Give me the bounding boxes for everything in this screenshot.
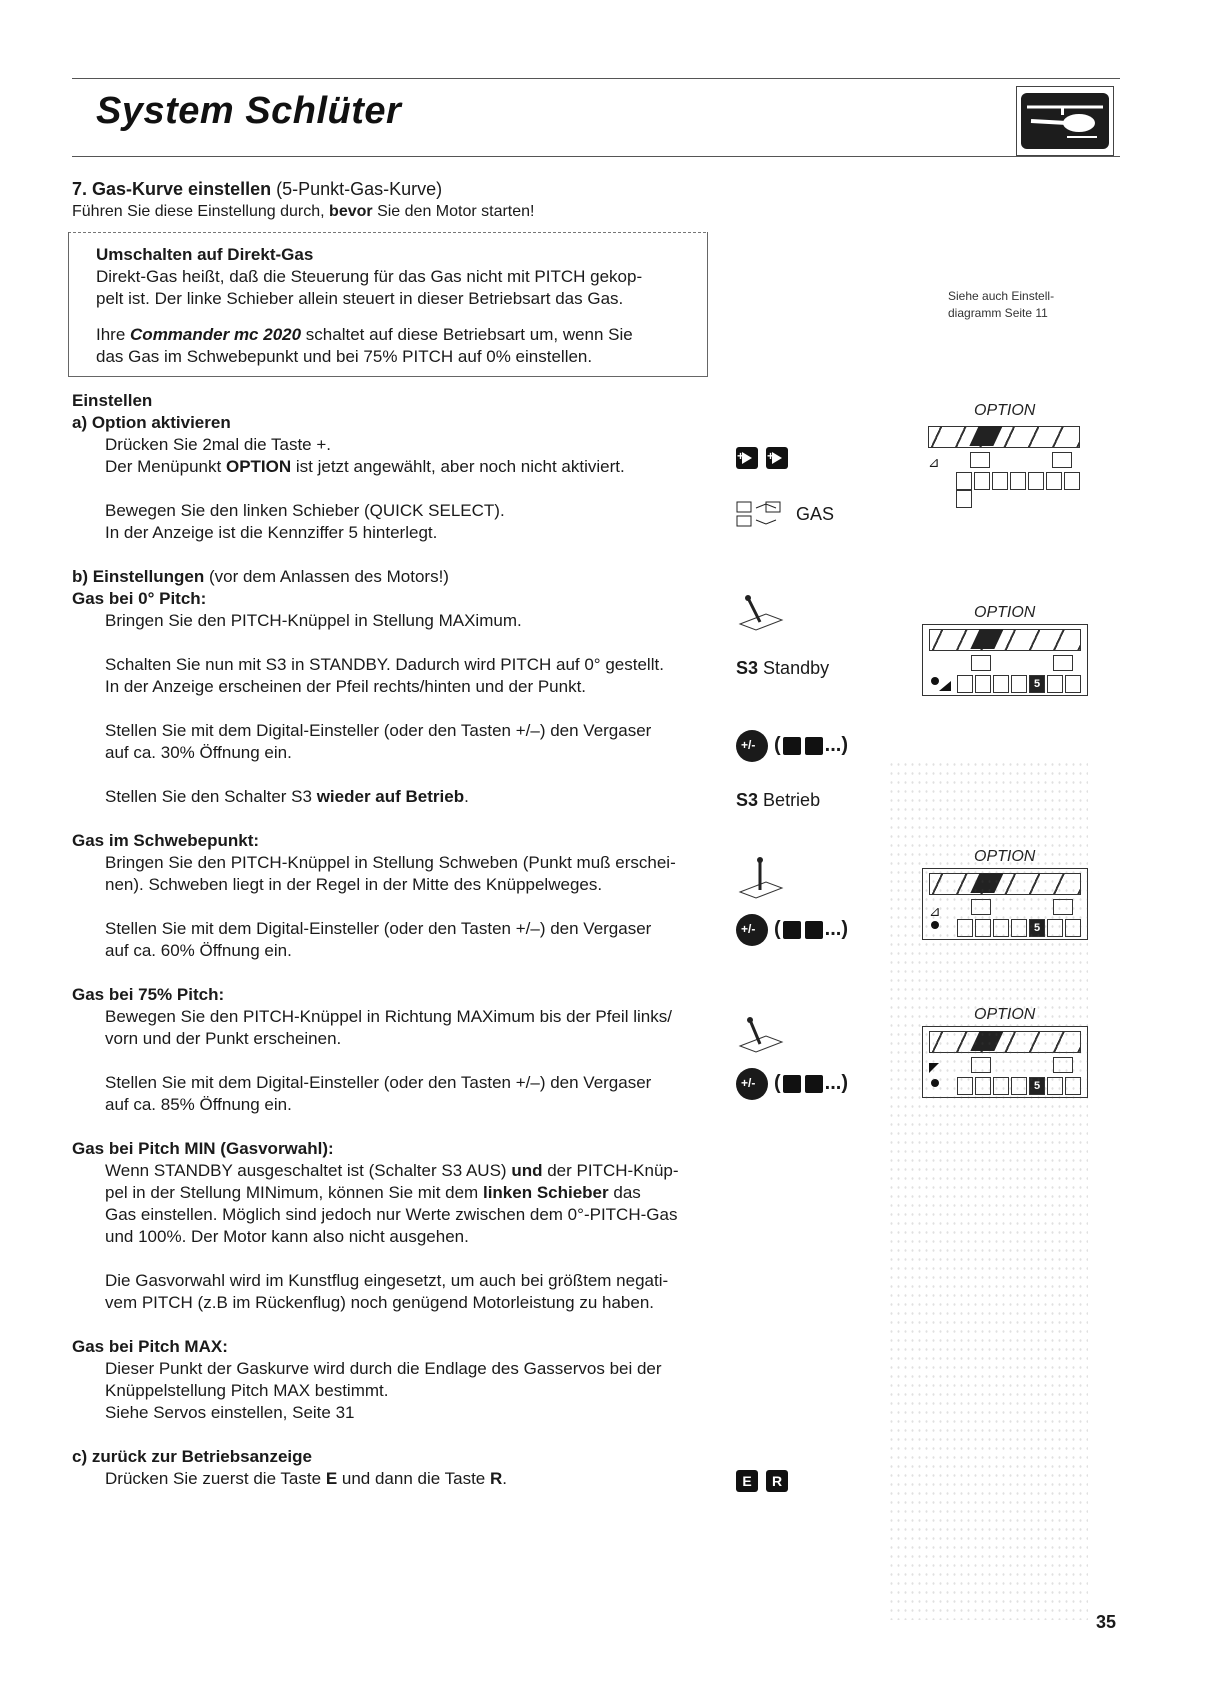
s3-standby-label: S3 Standby: [736, 658, 830, 678]
key-sequence-2: ( ...): [774, 918, 849, 940]
gas-label: GAS: [796, 504, 835, 524]
b-subheading: Gas bei 0° Pitch:: [72, 589, 207, 608]
stick-max-icon: [736, 592, 786, 637]
b-line1: Bringen Sie den PITCH-Knüppel in Stellung MAXimum.: [105, 611, 522, 630]
digital-adjuster-icon: +/-: [736, 730, 768, 762]
b-line4: Stellen Sie mit dem Digital-Einsteller (oder den Tasten +/–) den Vergaser: [105, 721, 652, 740]
s3-betrieb-label: S3 Betrieb: [736, 790, 821, 810]
max-line2: Knüppelstellung Pitch MAX bestimmt.: [105, 1381, 389, 1400]
digital-adjuster-icon-3: +/-: [736, 1068, 768, 1100]
p75-heading: Gas bei 75% Pitch:: [72, 985, 225, 1004]
infobox-line2: pelt ist. Der linke Schieber allein steuert in dieser Betriebsart das Gas.: [96, 289, 624, 308]
lcd-bar: [928, 426, 1080, 448]
b-line3: In der Anzeige erscheinen der Pfeil rechts/hinten und der Punkt.: [105, 677, 587, 696]
p75-line3: Stellen Sie mit dem Digital-Einsteller (oder den Tasten +/–) den Vergaser: [105, 1073, 652, 1092]
max-heading: Gas bei Pitch MAX:: [72, 1337, 228, 1356]
b-line5: auf ca. 30% Öffnung ein.: [105, 743, 292, 762]
minus-key-icon: [783, 737, 801, 755]
a-heading: a) Option aktivieren: [72, 413, 231, 432]
a-line3: Bewegen Sie den linken Schieber (QUICK SELECT).: [105, 501, 505, 520]
lcd-arrow-icon: ⊿: [928, 454, 940, 470]
side-note: Siehe auch Einstell- diagramm Seite 11: [948, 289, 1055, 320]
hover-line3: Stellen Sie mit dem Digital-Einsteller (oder den Tasten +/–) den Vergaser: [105, 919, 652, 938]
p75-line4: auf ca. 85% Öffnung ein.: [105, 1095, 292, 1114]
a-line2: Der Menüpunkt OPTION ist jetzt angewählt, aber noch nicht aktiviert.: [105, 457, 625, 476]
plus-key-icon-small-3: [805, 1075, 823, 1093]
min-line3: Gas einstellen. Möglich sind jedoch nur Werte zwischen dem 0°-PITCH-Gas: [105, 1205, 678, 1224]
p75-line2: vorn und der Punkt erscheinen.: [105, 1029, 342, 1048]
section-heading: 7. Gas-Kurve einstellen (5-Punkt-Gas-Kurve): [72, 179, 443, 199]
stick-75-icon: [736, 1010, 786, 1059]
max-line1: Dieser Punkt der Gaskurve wird durch die Endlage des Gasservos bei der: [105, 1359, 662, 1378]
stick-hover-icon: [736, 852, 786, 905]
section-intro: Führen Sie diese Einstellung durch, bevor Sie den Motor starten!: [72, 203, 535, 220]
c-line1: Drücken Sie zuerst die Taste E und dann die Taste R.: [105, 1469, 508, 1488]
hover-line1: Bringen Sie den PITCH-Knüppel in Stellung Schweben (Punkt muß erschei-: [105, 853, 676, 872]
page-number: 35: [1096, 1612, 1117, 1632]
header-bottom-rule: [72, 156, 1120, 157]
scan-noise: [888, 760, 1088, 1620]
header-top-rule: [72, 78, 1120, 79]
min-heading: Gas bei Pitch MIN (Gasvorwahl):: [72, 1139, 334, 1158]
max-line3: Siehe Servos einstellen, Seite 31: [105, 1403, 355, 1422]
helicopter-icon: [1021, 93, 1109, 149]
infobox-line3: Ihre Commander mc 2020 schaltet auf diese Betriebsart um, wenn Sie: [96, 325, 633, 344]
c-heading: c) zurück zur Betriebsanzeige: [72, 1447, 312, 1466]
min-line6: vem PITCH (z.B im Rückenflug) noch genügend Motorleistung zu haben.: [105, 1293, 654, 1312]
lcd-option-label: OPTION: [974, 402, 1036, 419]
plus-key-icon: [736, 447, 758, 469]
plus-key-icon-2: [766, 447, 788, 469]
infobox-line4: das Gas im Schwebepunkt und bei 75% PITCH auf 0% einstellen.: [96, 347, 593, 366]
hover-line2: nen). Schweben liegt in der Regel in der Mitte des Knüppelweges.: [105, 875, 603, 894]
p75-line1: Bewegen Sie den PITCH-Knüppel in Richtung MAXimum bis der Pfeil links/: [105, 1007, 672, 1026]
infobox-heading: Umschalten auf Direkt-Gas: [96, 245, 314, 264]
b-line2: Schalten Sie nun mit S3 in STANDBY. Dadurch wird PITCH auf 0° gestellt.: [105, 655, 664, 674]
key-sequence-3: ( ...): [774, 1072, 849, 1094]
infobox-line1: Direkt-Gas heißt, daß die Steuerung für das Gas nicht mit PITCH gekop-: [96, 267, 643, 286]
lcd-dot-icon: [931, 677, 939, 685]
page-title: System Schlüter: [96, 90, 402, 132]
key-e: E: [736, 1470, 758, 1492]
hover-line4: auf ca. 60% Öffnung ein.: [105, 941, 292, 960]
plus-key-icon-small-2: [805, 921, 823, 939]
lcd-arrow-icon: [939, 681, 951, 691]
b-heading: b) Einstellungen (vor dem Anlassen des Motors!): [72, 567, 449, 586]
minus-key-icon-3: [783, 1075, 801, 1093]
min-line1: Wenn STANDBY ausgeschaltet ist (Schalter S3 AUS) und der PITCH-Knüp-: [105, 1161, 679, 1180]
lcd-option-label: OPTION: [974, 848, 1036, 865]
quick-select-slider-icon: [736, 500, 784, 533]
hover-heading: Gas im Schwebepunkt:: [72, 831, 260, 850]
lcd-option-label: OPTION: [974, 1006, 1036, 1023]
a-line4: In der Anzeige ist die Kennziffer 5 hinterlegt.: [105, 523, 438, 542]
a-line1: Drücken Sie 2mal die Taste +.: [105, 435, 331, 454]
min-line2: pel in der Stellung MINimum, können Sie mit dem linken Schieber das: [105, 1183, 641, 1202]
min-line5: Die Gasvorwahl wird im Kunstflug eingesetzt, um auch bei größtem negati-: [105, 1271, 669, 1290]
key-r: R: [766, 1470, 788, 1492]
einstellen-heading: Einstellen: [72, 391, 153, 410]
b-line6: Stellen Sie den Schalter S3 wieder auf Betrieb.: [105, 787, 469, 806]
digital-adjuster-icon-2: +/-: [736, 914, 768, 946]
minus-key-icon-2: [783, 921, 801, 939]
helicopter-logo: [1016, 86, 1114, 156]
lcd-option-label: OPTION: [974, 604, 1036, 621]
key-sequence: ( ...): [774, 734, 849, 756]
min-line4: und 100%. Der Motor kann also nicht ausgehen.: [105, 1227, 469, 1246]
plus-key-icon-small: [805, 737, 823, 755]
